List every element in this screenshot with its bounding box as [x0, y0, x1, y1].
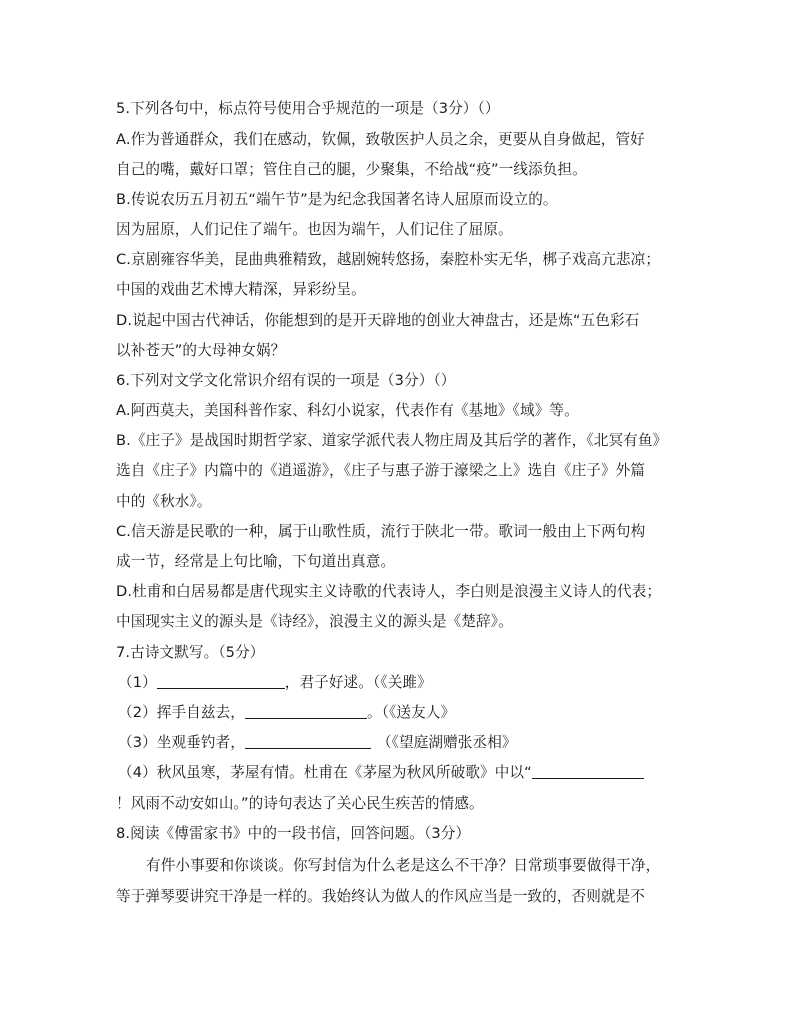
q7-item-1 — [118, 673, 432, 693]
q6-option-b-line2: 选自《庄子》内篇中的《逍遥游》，《庄子与惠子游于濠梁之上》选自《庄子》外篇 — [116, 462, 646, 479]
q5-option-a-line1: A.作为普通群众，我们在感动，钦佩，致敬医护人员之余，更要从自身做起，管好 — [116, 131, 645, 148]
q6-option-b-line3: 中的《秋水》。 — [116, 493, 212, 510]
q7-item-3 — [118, 733, 517, 753]
q7-item-2-text-before: （2）挥手自兹去， — [118, 704, 245, 721]
q5-option-c-line2: 中国的戏曲艺术博大精深，异彩纷呈。 — [116, 281, 366, 298]
q7-item-4-line2: ！风雨不动安如山。”的诗句表达了关心民生疾苦的情感。 — [116, 795, 484, 812]
q7-item-4 — [118, 763, 644, 783]
q6-option-c-line2: 成一节，经常是上句比喻，下句道出真意。 — [116, 553, 396, 570]
q7-item-4-text-before: （4）秋风虽寒，茅屋有情。杜甫在《茅屋为秋风所破歌》中以“ — [118, 764, 532, 781]
q5-option-a-line2: 自己的嘴，戴好口罩；管住自己的腿，少聚集，不给战“疫”一线添负担。 — [116, 161, 587, 178]
q5-option-b-line2: 因为屈原，人们记住了端午。也因为端午，人们记住了屈原。 — [116, 221, 513, 238]
q7-item-4-blank[interactable] — [532, 763, 644, 779]
q7-item-2-blank[interactable] — [245, 703, 367, 719]
q7-item-2-text-after: 。（《送友人》 — [366, 704, 456, 721]
q7-item-3-blank[interactable] — [245, 733, 371, 749]
q5-option-c-line1: C.京剧雍容华美，昆曲典雅精致，越剧婉转悠扬，秦腔朴实无华，梆子戏高亢悲凉； — [116, 251, 661, 268]
q6-option-d-line1: D.杜甫和白居易都是唐代现实主义诗歌的代表诗人，李白则是浪漫主义诗人的代表； — [116, 583, 662, 600]
q7-item-1-blank[interactable] — [157, 673, 285, 689]
q7-stem: 7.古诗文默写。（5分） — [116, 644, 265, 661]
q7-item-2 — [118, 703, 455, 723]
q5-stem: 5.下列各句中，标点符号使用合乎规范的一项是（3分）（） — [116, 100, 500, 117]
q5-option-d-line1: D.说起中国古代神话，你能想到的是开天辟地的创业大神盘古，还是炼“五色彩石 — [116, 312, 640, 329]
q5-option-d-line2: 以补苍天”的大母神女娲？ — [116, 342, 286, 359]
q6-option-d-line2: 中国现实主义的源头是《诗经》，浪漫主义的源头是《楚辞》。 — [116, 613, 513, 630]
q8-stem: 8.阅读《傅雷家书》中的一段书信，回答问题。（3分） — [116, 825, 471, 842]
q5-option-b-line1: B.传说农历五月初五“端午节”是为纪念我国著名诗人屈原而设立的。 — [116, 191, 558, 208]
q7-item-3-text-before: （3）坐观垂钓者， — [118, 734, 245, 751]
q6-option-c-line1: C.信天游是民歌的一种，属于山歌性质，流行于陕北一带。歌词一般由上下两句构 — [116, 523, 646, 540]
q6-stem: 6.下列对文学文化常识介绍有误的一项是（3分）（） — [116, 372, 456, 389]
q8-passage-line2: 等于弹琴要讲究干净是一样的。我始终认为做人的作风应当是一致的，否则就是不 — [116, 888, 645, 905]
q8-passage-line1: 有件小事要和你谈谈。你写封信为什么老是这么不干净？日常琐事要做得干净， — [146, 857, 661, 874]
q7-item-1-number: （1） — [118, 674, 157, 691]
q7-item-3-text-after: （《望庭湖赠张丞相》 — [376, 734, 517, 751]
q6-option-a-line1: A.阿西莫夫，美国科普作家、科幻小说家，代表作有《基地》《域》等。 — [116, 402, 579, 419]
q7-item-1-text: ，君子好逑。（《关雎》 — [284, 674, 432, 691]
q6-option-b-line1: B.《庄子》是战国时期哲学家、道家学派代表人物庄周及其后学的著作，《北冥有鱼》 — [116, 432, 668, 449]
